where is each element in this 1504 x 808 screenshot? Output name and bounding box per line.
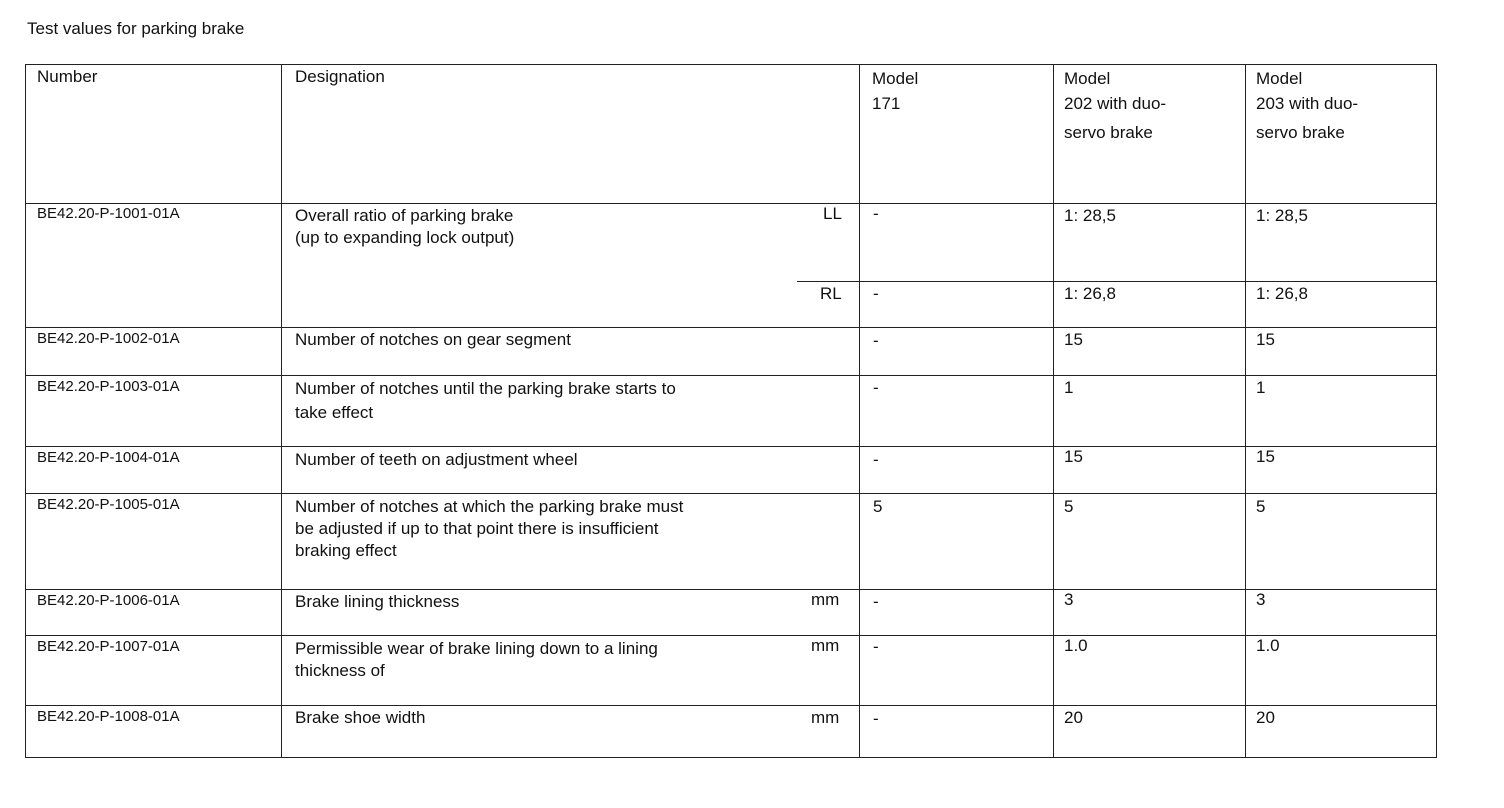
header-model-171: [872, 66, 918, 116]
row-designation: [295, 707, 425, 729]
table-border-top: [25, 64, 1437, 65]
header-number: Number: [37, 67, 98, 86]
designation-line: thickness of: [295, 661, 385, 680]
value-model-171: -: [873, 284, 879, 303]
designation-line: take effect: [295, 403, 374, 422]
value-model-203: 15: [1256, 447, 1275, 466]
value-model-203: 1: 28,5: [1256, 206, 1308, 225]
row-designation: [295, 449, 578, 471]
value-model-171: -: [873, 204, 879, 223]
table-border-left: [25, 64, 26, 758]
header-model-202-line: servo brake: [1064, 123, 1153, 142]
header-model-202: [1064, 66, 1166, 150]
row-unit: mm: [811, 708, 840, 727]
ll-rl-divider-left: [797, 281, 859, 282]
designation-line: Number of notches on gear segment: [295, 330, 571, 349]
value-model-203: 1: [1256, 378, 1266, 397]
row-divider: [25, 327, 1437, 328]
value-model-202: 20: [1064, 708, 1083, 727]
header-model-202-line: 202 with duo-: [1064, 94, 1167, 113]
value-model-171: -: [873, 709, 879, 728]
designation-line: Brake lining thickness: [295, 592, 460, 611]
value-model-203: 1.0: [1256, 636, 1280, 655]
value-model-203: 3: [1256, 590, 1266, 609]
header-model-203-line: Model: [1256, 69, 1303, 88]
row-unit: mm: [811, 636, 840, 655]
value-model-203: 1: 26,8: [1256, 284, 1308, 303]
value-model-203: 20: [1256, 708, 1275, 727]
row-divider: [25, 705, 1437, 706]
col-divider: [281, 64, 282, 758]
row-number: BE42.20-P-1003-01A: [37, 378, 180, 395]
row-number: BE42.20-P-1001-01A: [37, 205, 180, 222]
value-model-202: 1: 26,8: [1064, 284, 1116, 303]
row-number: BE42.20-P-1008-01A: [37, 708, 180, 725]
value-model-171: 5: [873, 497, 883, 516]
row-divider: [25, 635, 1437, 636]
header-model-171-line: 171: [872, 94, 901, 113]
header-model-203: [1256, 66, 1358, 150]
value-model-171: -: [873, 378, 879, 397]
value-model-171: -: [873, 450, 879, 469]
designation-line: Number of teeth on adjustment wheel: [295, 450, 578, 469]
table-border-right: [1436, 64, 1437, 758]
row-divider: [25, 446, 1437, 447]
value-model-202: 3: [1064, 590, 1074, 609]
row-unit: LL: [823, 204, 842, 223]
row-number: BE42.20-P-1002-01A: [37, 330, 180, 347]
row-number: BE42.20-P-1004-01A: [37, 449, 180, 466]
value-model-202: 15: [1064, 330, 1083, 349]
row-divider: [25, 493, 1437, 494]
col-divider: [859, 64, 860, 758]
row-designation: [295, 591, 459, 613]
designation-line: be adjusted if up to that point there is insufficient: [295, 519, 659, 538]
row-number: BE42.20-P-1006-01A: [37, 592, 180, 609]
row-designation: [295, 496, 683, 562]
row-designation: [295, 329, 571, 351]
header-divider: [25, 203, 1437, 204]
row-divider: [25, 589, 1437, 590]
header-model-203-line: 203 with duo-: [1256, 94, 1359, 113]
row-designation: [295, 377, 676, 425]
page-title: Test values for parking brake: [27, 19, 245, 38]
value-model-202: 1.0: [1064, 636, 1088, 655]
ll-rl-divider-right: [859, 281, 1437, 282]
header-model-171-line: Model: [872, 69, 919, 88]
col-divider: [1245, 64, 1246, 758]
value-model-202: 15: [1064, 447, 1083, 466]
row-number: BE42.20-P-1007-01A: [37, 638, 180, 655]
col-divider: [1053, 64, 1054, 758]
row-unit: RL: [820, 284, 842, 303]
value-model-171: -: [873, 637, 879, 656]
row-number: BE42.20-P-1005-01A: [37, 496, 180, 513]
value-model-203: 5: [1256, 497, 1266, 516]
header-designation: Designation: [295, 67, 385, 86]
designation-line: Overall ratio of parking brake: [295, 206, 514, 225]
value-model-171: -: [873, 331, 879, 350]
value-model-203: 15: [1256, 330, 1275, 349]
designation-line: Number of notches until the parking brake starts to: [295, 379, 676, 398]
designation-line: Brake shoe width: [295, 708, 426, 727]
designation-line: braking effect: [295, 541, 397, 560]
header-model-202-line: Model: [1064, 69, 1111, 88]
value-model-202: 1: 28,5: [1064, 206, 1116, 225]
designation-line: Permissible wear of brake lining down to a lining: [295, 639, 658, 658]
row-designation: [295, 638, 658, 682]
row-designation: [295, 205, 514, 249]
designation-line: (up to expanding lock output): [295, 228, 515, 247]
row-divider: [25, 375, 1437, 376]
header-model-203-line: servo brake: [1256, 123, 1345, 142]
row-unit: mm: [811, 590, 840, 609]
designation-line: Number of notches at which the parking brake must: [295, 497, 684, 516]
value-model-202: 5: [1064, 497, 1074, 516]
table-border-bottom: [25, 757, 1437, 758]
value-model-202: 1: [1064, 378, 1074, 397]
value-model-171: -: [873, 592, 879, 611]
